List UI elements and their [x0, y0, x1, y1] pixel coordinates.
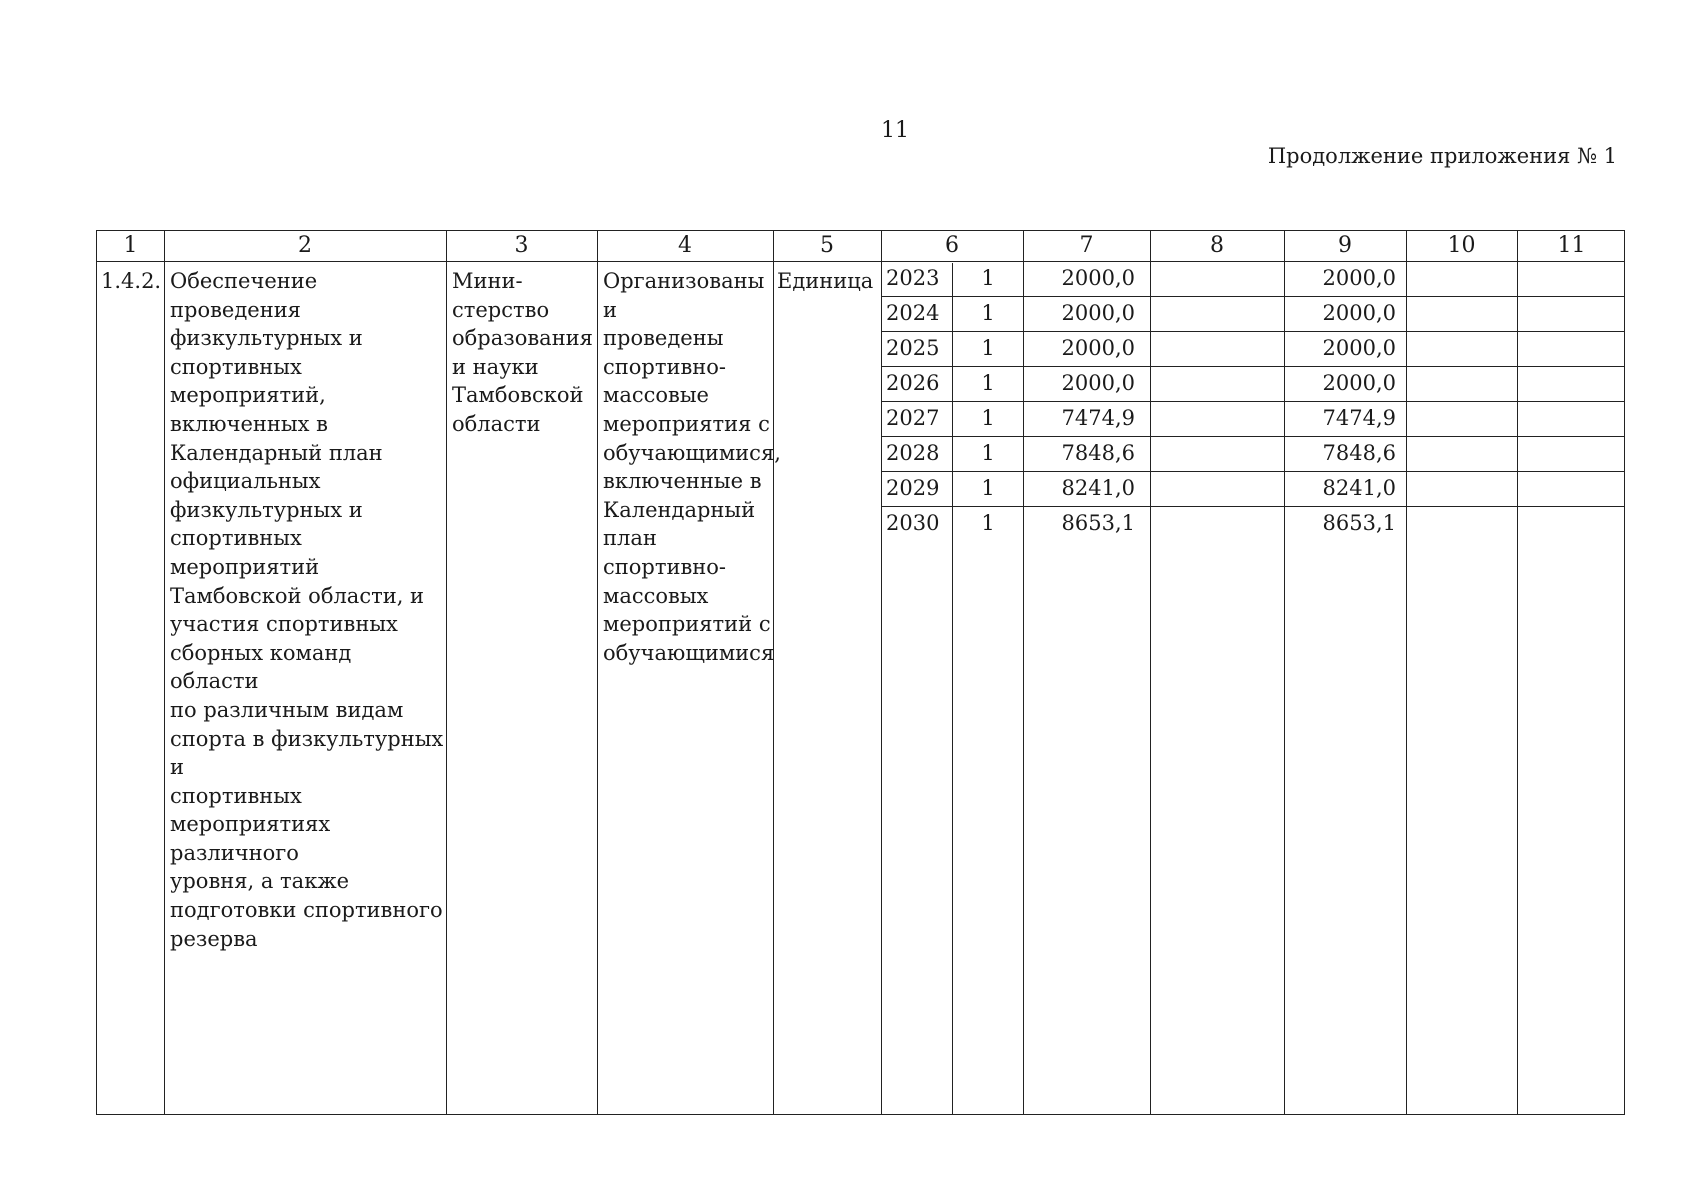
funding-col7: 2000,0: [1061, 301, 1135, 325]
year-cell: 2030: [886, 511, 940, 535]
year-cell: 2023: [886, 266, 940, 290]
funding-col8: [1150, 367, 1268, 402]
funding-col7: 8241,0: [1061, 476, 1135, 500]
funding-col7: 2000,0: [1061, 266, 1135, 290]
year-cell: 2029: [886, 476, 940, 500]
appendix-table: [96, 230, 1625, 1115]
year-cell: 2026: [886, 371, 940, 395]
funding-col8: [1150, 297, 1268, 332]
column-header-5: 5: [820, 233, 834, 258]
year-cell: 2027: [886, 406, 940, 430]
funding-col8: [1150, 262, 1268, 297]
column-header-11: 11: [1557, 233, 1586, 258]
column-header-7: 7: [1079, 233, 1094, 258]
column-header-1: 1: [123, 233, 138, 258]
funding-col7: 8653,1: [1061, 511, 1135, 535]
funding-col7: 7474,9: [1061, 406, 1135, 430]
responsible-executor: Мини- стерство образования и науки Тамбовской области: [452, 269, 593, 436]
indicator-value: 1: [981, 336, 995, 360]
indicator-value: 1: [981, 371, 995, 395]
measurement-unit: Единица: [777, 269, 874, 293]
funding-col7: 2000,0: [1061, 371, 1135, 395]
funding-col7: 7848,6: [1061, 441, 1135, 465]
funding-col9: 2000,0: [1322, 336, 1396, 360]
indicator-value: 1: [981, 476, 995, 500]
funding-col8: [1150, 437, 1268, 472]
funding-col8: [1150, 472, 1268, 507]
indicator-value: 1: [981, 406, 995, 430]
row-number: 1.4.2.: [101, 269, 162, 293]
column-header-9: 9: [1338, 233, 1352, 258]
indicator-value: 1: [981, 511, 995, 535]
funding-col9: 8653,1: [1322, 511, 1396, 535]
column-header-10: 10: [1447, 233, 1476, 258]
year-cell: 2024: [886, 301, 940, 325]
appendix-continuation-label: Продолжение приложения № 1: [1267, 144, 1617, 168]
column-header-8: 8: [1210, 233, 1224, 258]
page-number: 11: [881, 118, 909, 143]
year-cell: 2025: [886, 336, 940, 360]
funding-col9: 2000,0: [1322, 266, 1396, 290]
funding-col8: [1150, 402, 1268, 437]
expected-result: Организованы и проведены спортивно- массовые мероприятия с обучающимися, включенные в Календарный план спортивно- массовых мероприятий с обучающимися: [603, 269, 781, 665]
indicator-value: 1: [981, 301, 995, 325]
funding-col9: 7474,9: [1322, 406, 1396, 430]
indicator-value: 1: [981, 266, 995, 290]
column-header-2: 2: [298, 233, 312, 258]
funding-col9: 2000,0: [1322, 301, 1396, 325]
funding-col9: 2000,0: [1322, 371, 1396, 395]
column-header-4: 4: [678, 233, 692, 258]
funding-col7: 2000,0: [1061, 336, 1135, 360]
funding-col8: [1150, 332, 1268, 367]
event-description: Обеспечение проведения физкультурных и спортивных мероприятий, включенных в Календарный план официальных физкультурных и спортивных мероприятий Тамбовской области, и участия спортивных сборных команд области по различным видам спорта в физкультурных и спортивных мероприятиях различного уровня, а также подготовки спортивного резерва: [170, 269, 444, 951]
funding-col9: 8241,0: [1322, 476, 1396, 500]
funding-col8: [1150, 507, 1268, 542]
funding-col9: 7848,6: [1322, 441, 1396, 465]
year-cell: 2028: [886, 441, 940, 465]
column-header-3: 3: [514, 233, 529, 258]
column-header-6: 6: [945, 233, 959, 258]
indicator-value: 1: [981, 441, 995, 465]
